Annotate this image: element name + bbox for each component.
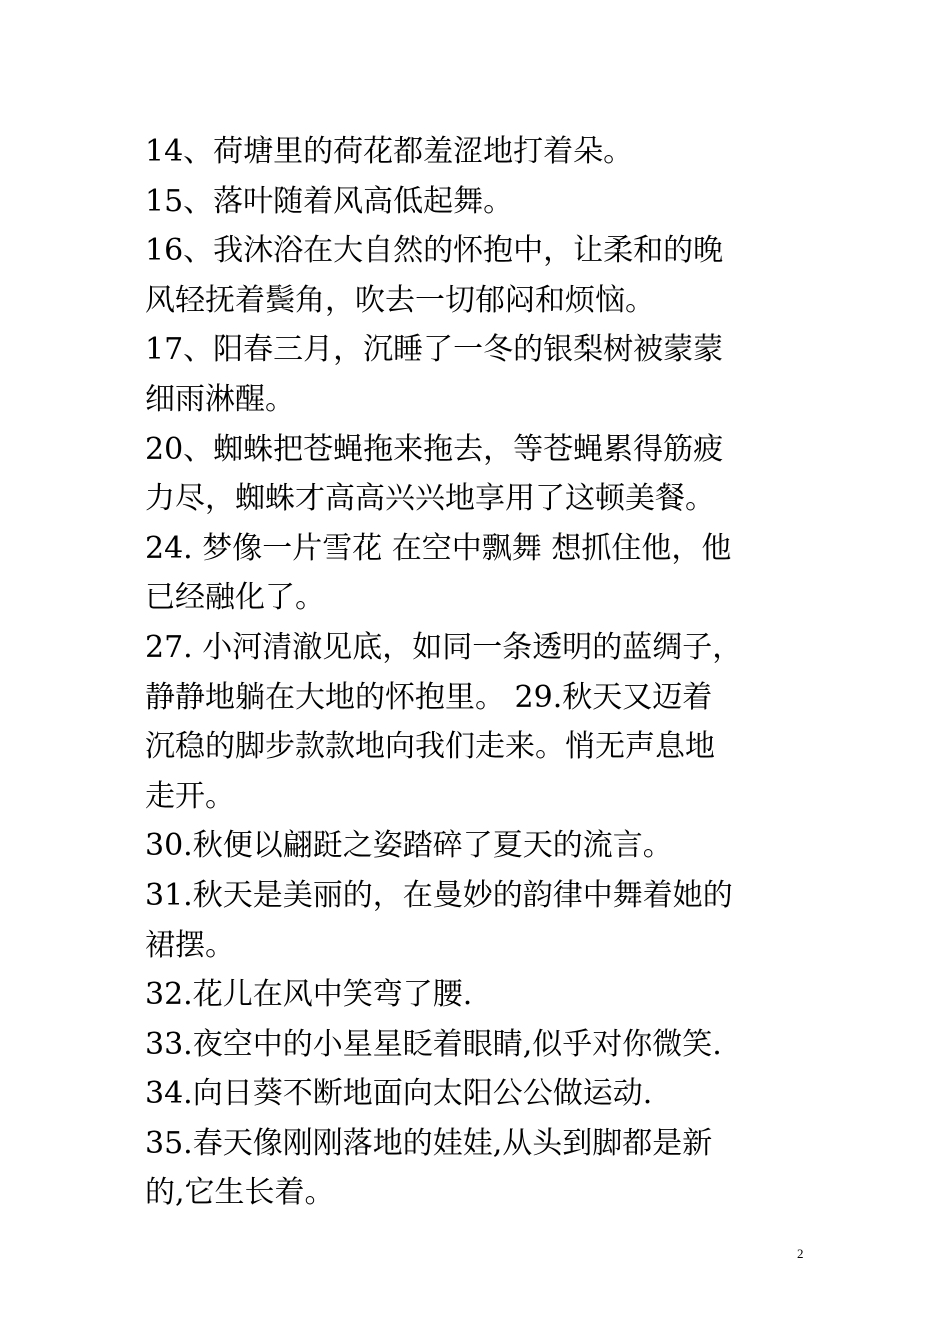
text-line: 的,它生长着。	[145, 1175, 335, 1211]
text-line: 24. 梦像一片雪花 在空中飘舞 想抓住他，他	[145, 530, 732, 566]
text-line: 16、我沐浴在大自然的怀抱中，让柔和的晚	[145, 233, 724, 269]
text-line: 20、蜘蛛把苍蝇拖来拖去，等苍蝇累得筋疲	[145, 431, 724, 467]
text-line: 17、阳春三月，沉睡了一冬的银梨树被蒙蒙	[145, 332, 724, 368]
text-line: 风轻抚着鬓角，吹去一切郁闷和烦恼。	[145, 282, 655, 318]
text-line: 27. 小河清澈见底，如同一条透明的蓝绸子，	[145, 629, 743, 665]
text-line: 裙摆。	[145, 927, 235, 963]
page-number: 2	[797, 1246, 804, 1261]
text-line: 34.向日葵不断地面向太阳公公做运动.	[145, 1076, 653, 1112]
text-line: 32.花儿在风中笑弯了腰.	[145, 977, 473, 1013]
text-line: 已经融化了。	[145, 580, 325, 616]
text-line: 33.夜空中的小星星眨着眼睛,似乎对你微笑.	[145, 1026, 722, 1062]
document-body	[145, 127, 825, 1218]
text-line: 走开。	[145, 778, 235, 814]
text-line: 35.春天像刚刚落地的娃娃,从头到脚都是新	[145, 1125, 713, 1161]
text-line: 静静地躺在大地的怀抱里。 29.秋天又迈着	[145, 679, 713, 715]
text-line: 14、荷塘里的荷花都羞涩地打着朵。	[145, 134, 634, 169]
text-line: 15、落叶随着风高低起舞。	[145, 183, 514, 219]
text-line: 30.秋便以翩跹之姿踏碎了夏天的流言。	[145, 828, 673, 864]
text-line: 沉稳的脚步款款地向我们走来。悄无声息地	[145, 729, 715, 765]
text-line: 31.秋天是美丽的，在曼妙的韵律中舞着她的	[145, 877, 733, 913]
text-line: 细雨淋醒。	[145, 381, 295, 417]
text-line: 力尽，蜘蛛才高高兴兴地享用了这顿美餐。	[145, 481, 715, 517]
